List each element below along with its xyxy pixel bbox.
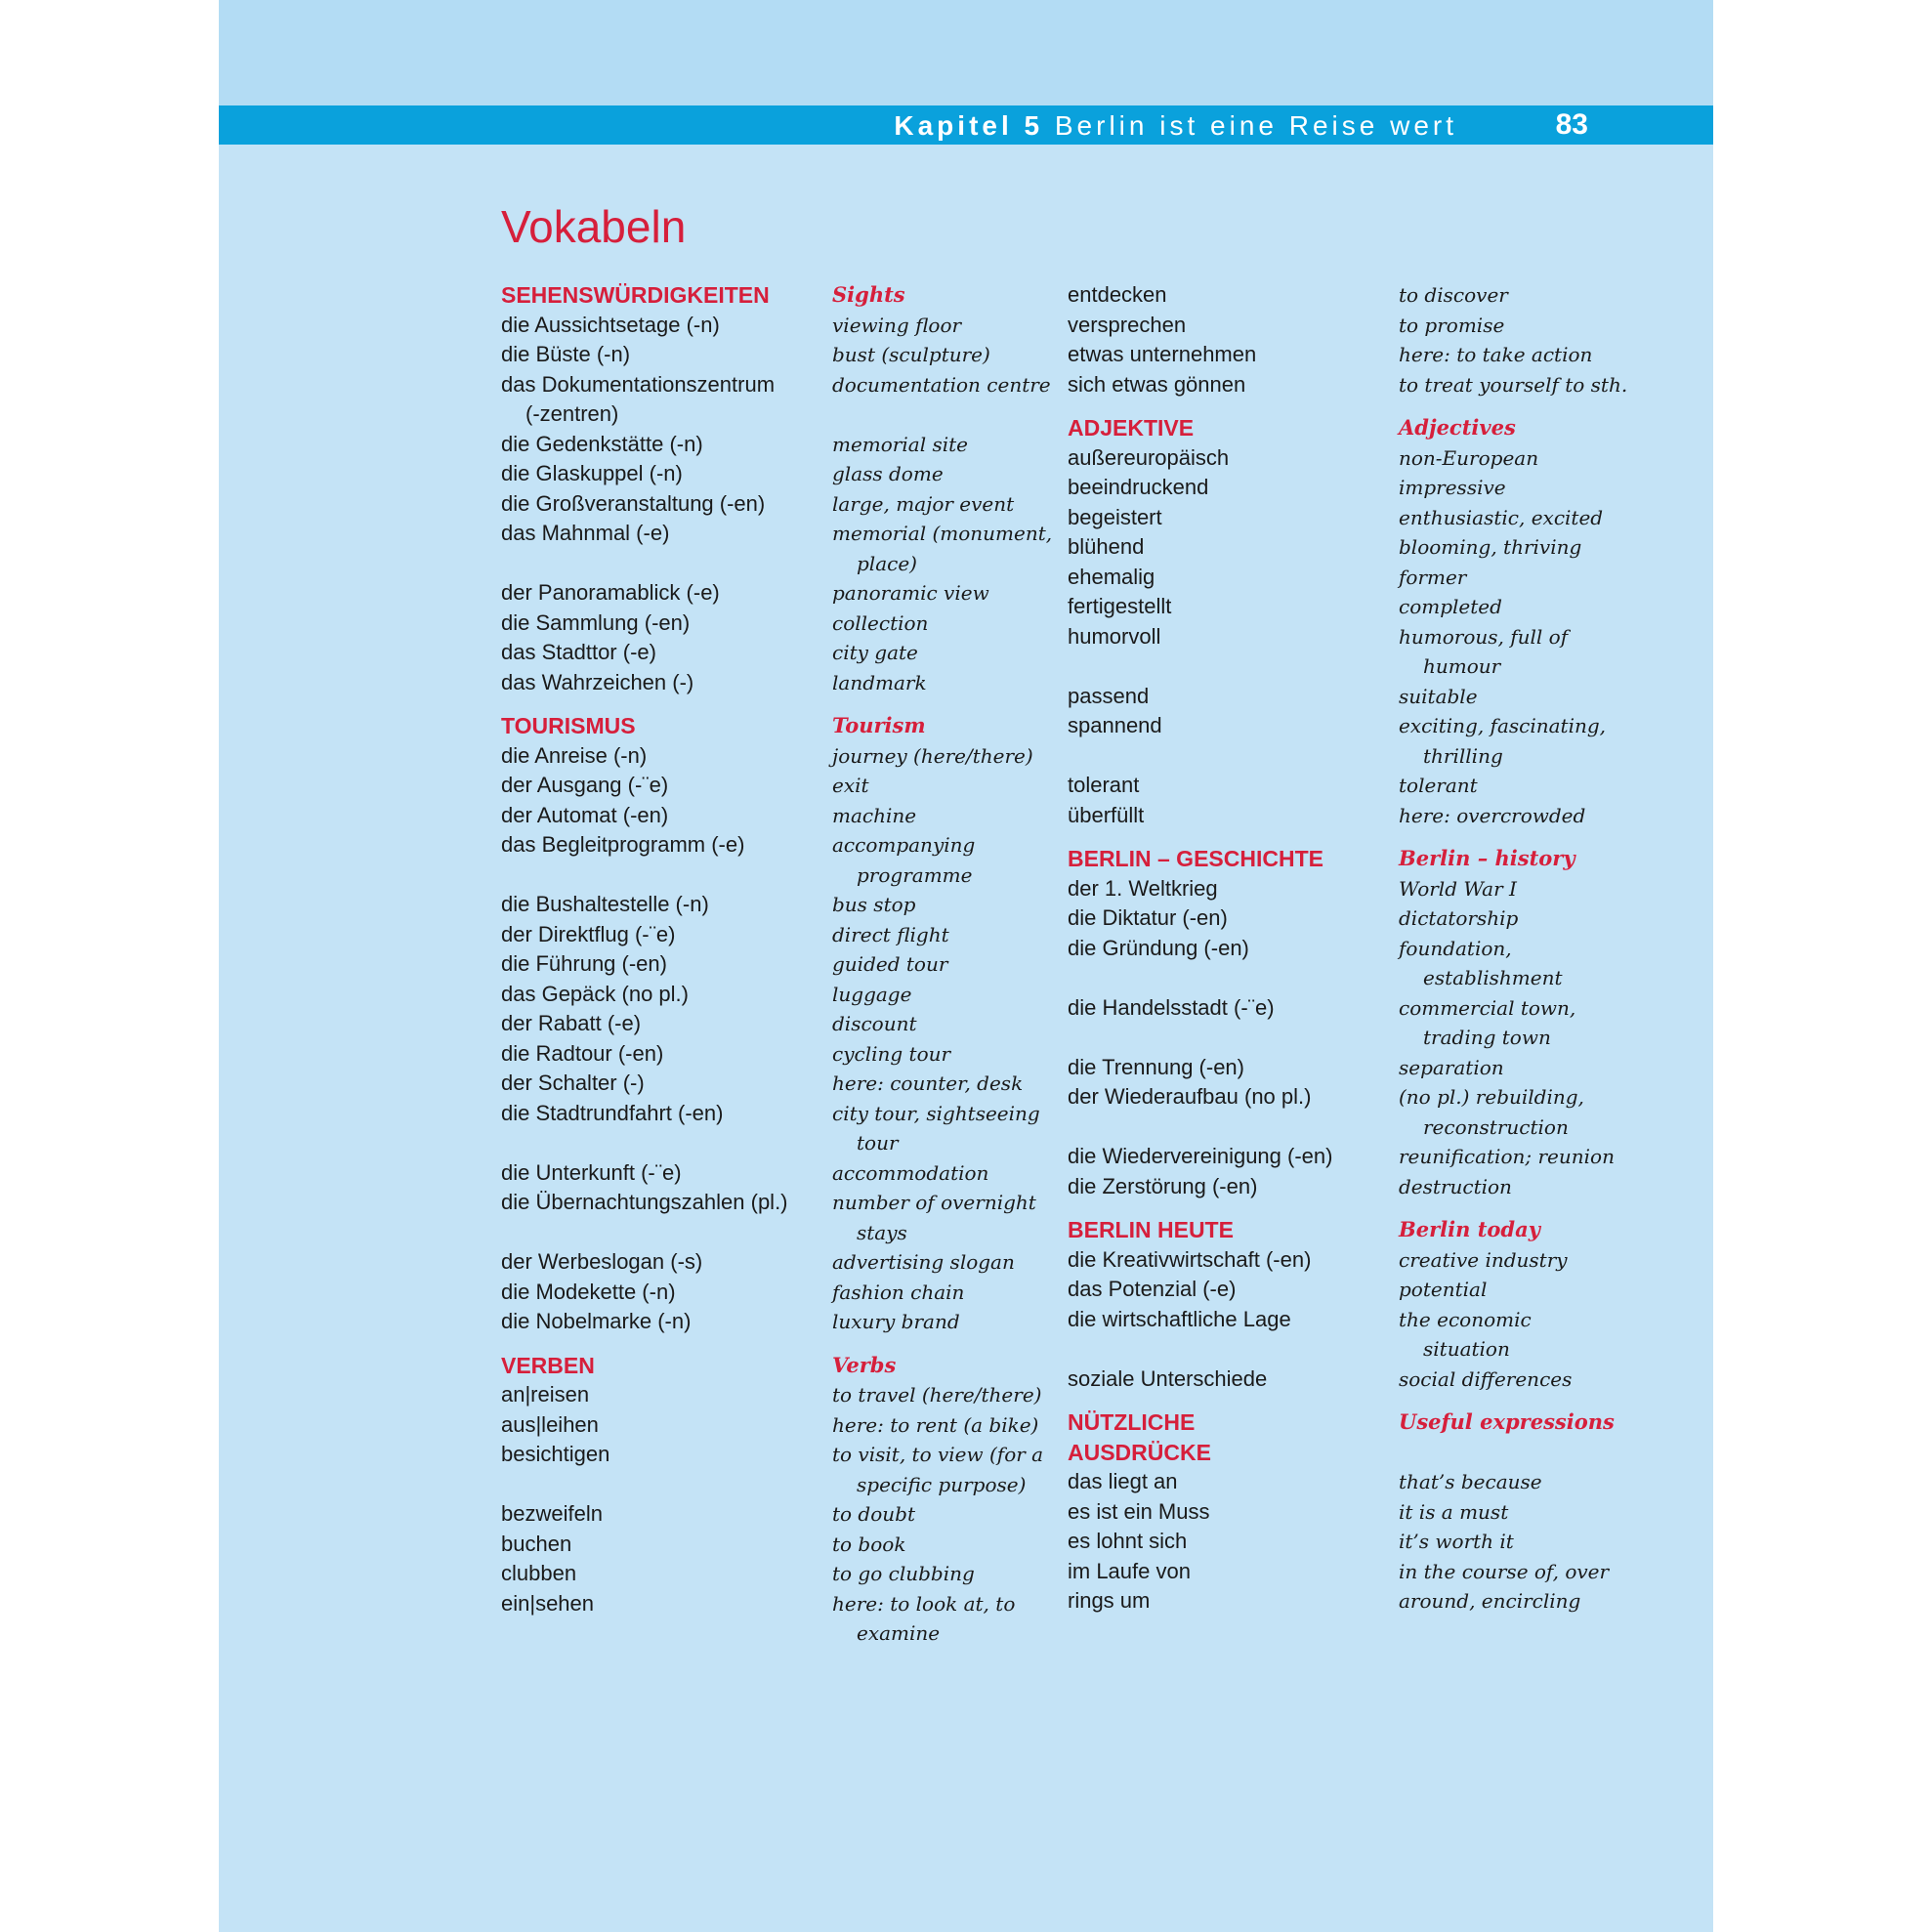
vocab-entry: der Schalter (-) bbox=[501, 1071, 645, 1095]
vocab-entry: situation bbox=[1423, 1337, 1510, 1361]
vocab-entry: der Wiederaufbau (no pl.) bbox=[1068, 1084, 1312, 1109]
chapter-label: Kapitel 5 bbox=[894, 110, 1044, 141]
vocab-entry: it is a must bbox=[1399, 1499, 1509, 1524]
vocab-entry: die Bushaltestelle (-n) bbox=[501, 892, 709, 916]
vocab-entry: ein|sehen bbox=[501, 1590, 595, 1616]
vocab-entry: specific purpose) bbox=[857, 1472, 1027, 1496]
vocab-entry: die Kreativwirtschaft (-en) bbox=[1068, 1246, 1312, 1272]
vocab-entry: humour bbox=[1423, 654, 1501, 678]
vocab-entry: die Großveranstaltung (-en) bbox=[501, 490, 766, 516]
section-title: Vokabeln bbox=[501, 201, 687, 252]
vocab-entry: World War I bbox=[1399, 876, 1517, 901]
vocab-entry bbox=[501, 549, 828, 579]
vocab-entry: exit bbox=[832, 774, 869, 797]
vocab-entry: completed bbox=[1399, 595, 1502, 618]
vocab-entry: begeistert bbox=[1068, 504, 1162, 529]
vocab-entry: die Modekette (-n) bbox=[501, 1279, 676, 1304]
vocab-entry: versprechen bbox=[1068, 312, 1187, 337]
vocab-entry bbox=[832, 399, 1049, 430]
vocab-entry: die Handelsstadt (-¨e) bbox=[1068, 994, 1275, 1020]
english-column-1 bbox=[832, 280, 1053, 1649]
vocab-entry: es lohnt sich bbox=[1068, 1529, 1188, 1553]
vocab-entry: die Stadtrundfahrt (-en) bbox=[501, 1100, 724, 1125]
vocab-entry: cycling tour bbox=[832, 1041, 951, 1066]
vocab-entry: das Stadttor (-e) bbox=[501, 640, 656, 664]
vocab-entry: die Zerstörung (-en) bbox=[1068, 1173, 1258, 1198]
vocab-entry: die Aussichtsetage (-n) bbox=[501, 312, 720, 337]
vocab-entry: it’s worth it bbox=[1399, 1530, 1514, 1553]
vocab-entry: thrilling bbox=[1423, 743, 1503, 768]
vocab-entry: entdecken bbox=[1068, 282, 1167, 307]
vocab-entry: that’s because bbox=[1399, 1470, 1542, 1493]
vocab-entry: luxury brand bbox=[832, 1310, 960, 1333]
vocab-entry bbox=[1068, 1334, 1392, 1365]
vocab-entry: former bbox=[1399, 565, 1467, 589]
section-heading: ADJEKTIVE bbox=[1068, 415, 1195, 441]
vocab-entry: passend bbox=[1068, 683, 1150, 708]
section-heading: Useful expressions bbox=[1399, 1409, 1615, 1434]
vocab-entry: accompanying bbox=[832, 833, 976, 857]
vocab-entry: der Werbeslogan (-s) bbox=[501, 1249, 703, 1274]
vocab-entry: stays bbox=[857, 1220, 907, 1244]
vocab-entry: das Dokumentationszentrum bbox=[501, 371, 776, 397]
vocab-entry: machine bbox=[832, 803, 917, 827]
vocab-entry: exciting, fascinating, bbox=[1399, 714, 1607, 737]
vocab-entry: das Wahrzeichen (-) bbox=[501, 669, 694, 694]
vocab-entry: place) bbox=[857, 551, 917, 575]
vocab-entry: here: counter, desk bbox=[832, 1071, 1024, 1095]
vocab-entry: collection bbox=[832, 610, 929, 635]
section-heading: AUSDRÜCKE bbox=[1068, 1439, 1211, 1465]
vocab-entry: sich etwas gönnen bbox=[1068, 371, 1246, 397]
vocab-entry: überfüllt bbox=[1068, 802, 1145, 827]
vocab-entry: here: to look at, to bbox=[832, 1591, 1016, 1616]
vocab-entry: humorvoll bbox=[1068, 623, 1161, 649]
vocab-entry: advertising slogan bbox=[832, 1250, 1015, 1274]
vocab-entry: to travel (here/there) bbox=[832, 1383, 1042, 1407]
vocab-entry bbox=[501, 1128, 828, 1158]
vocab-entry: es ist ein Muss bbox=[1068, 1498, 1210, 1524]
vocab-entry: to doubt bbox=[832, 1502, 915, 1526]
vocab-entry: reunification; reunion bbox=[1399, 1145, 1615, 1168]
vocab-entry: der Ausgang (-¨e) bbox=[501, 773, 669, 797]
vocab-entry: examine bbox=[857, 1621, 941, 1645]
vocab-entry: humorous, full of bbox=[1399, 624, 1569, 649]
vocab-entry bbox=[1068, 963, 1392, 993]
vocab-entry: enthusiastic, excited bbox=[1399, 505, 1604, 529]
page bbox=[219, 0, 1713, 1932]
vocab-entry: bezweifeln bbox=[501, 1501, 603, 1526]
vocab-entry: blooming, thriving bbox=[1399, 535, 1582, 559]
vocab-entry: fashion chain bbox=[832, 1280, 965, 1304]
vocab-entry: der Direktflug (-¨e) bbox=[501, 921, 676, 946]
vocab-entry: commercial town, bbox=[1399, 995, 1576, 1020]
vocab-entry: foundation, bbox=[1399, 936, 1512, 960]
vocab-entry: die Glaskuppel (-n) bbox=[501, 461, 683, 485]
vocab-entry: rings um bbox=[1068, 1588, 1151, 1613]
vocab-entry bbox=[501, 1470, 828, 1500]
vocab-entry: non-European bbox=[1399, 445, 1539, 470]
vocab-entry: here: overcrowded bbox=[1399, 803, 1586, 827]
vocab-entry: to go clubbing bbox=[832, 1562, 975, 1585]
vocab-entry: soziale Unterschiede bbox=[1068, 1365, 1268, 1391]
vocab-entry: city gate bbox=[832, 641, 918, 664]
vocab-entry: an|reisen bbox=[501, 1382, 590, 1407]
vocab-entry: (-zentren) bbox=[525, 401, 619, 426]
vocab-entry bbox=[1068, 651, 1392, 682]
page-number: 83 bbox=[1555, 108, 1588, 141]
vocab-entry: bus stop bbox=[832, 893, 916, 916]
vocab-entry bbox=[1068, 1113, 1392, 1143]
section-heading: Adjectives bbox=[1399, 415, 1516, 440]
section-heading: TOURISMUS bbox=[501, 713, 636, 738]
vocab-entry: to promise bbox=[1399, 313, 1505, 337]
vocab-entry: ehemalig bbox=[1068, 564, 1155, 589]
vocab-entry: viewing floor bbox=[832, 313, 962, 337]
section-heading: BERLIN HEUTE bbox=[1068, 1217, 1234, 1242]
section-heading: SEHENSWÜRDIGKEITEN bbox=[501, 282, 770, 308]
vocab-entry: tour bbox=[857, 1131, 899, 1155]
vocab-entry: die Trennung (-en) bbox=[1068, 1054, 1244, 1079]
vocab-entry: social differences bbox=[1399, 1366, 1573, 1391]
vocab-entry: here: to rent (a bike) bbox=[832, 1412, 1039, 1437]
section-heading: VERBEN bbox=[501, 1352, 595, 1378]
vocab-entry: die Anreise (-n) bbox=[501, 742, 648, 768]
vocab-entry: das Potenzial (-e) bbox=[1068, 1277, 1237, 1301]
vocab-entry: aus|leihen bbox=[501, 1411, 599, 1437]
vocab-entry: außereuropäisch bbox=[1068, 444, 1230, 470]
vocab-entry: die Gedenkstätte (-n) bbox=[501, 431, 703, 456]
vocab-entry bbox=[501, 1218, 828, 1248]
vocab-entry: die Sammlung (-en) bbox=[501, 609, 691, 635]
vocab-entry: buchen bbox=[501, 1531, 572, 1556]
chapter-header-bar bbox=[219, 105, 1713, 145]
vocab-entry: der 1. Weltkrieg bbox=[1068, 875, 1218, 901]
vocab-entry: accommodation bbox=[832, 1160, 989, 1185]
vocab-entry: journey (here/there) bbox=[832, 743, 1033, 768]
vocab-entry: das Begleitprogramm (-e) bbox=[501, 832, 745, 857]
page-top-band bbox=[219, 0, 1713, 105]
vocab-entry: die Unterkunft (-¨e) bbox=[501, 1159, 682, 1185]
vocab-entry: around, encircling bbox=[1399, 1589, 1581, 1613]
vocab-entry: das Mahnmal (-e) bbox=[501, 521, 670, 545]
section-heading: Tourism bbox=[832, 713, 926, 737]
vocab-entry: number of overnight bbox=[832, 1191, 1036, 1214]
vocab-entry: landmark bbox=[832, 670, 927, 694]
vocab-entry: der Rabatt (-e) bbox=[501, 1011, 642, 1035]
section-heading: NÜTZLICHE bbox=[1068, 1409, 1196, 1435]
vocab-entry: etwas unternehmen bbox=[1068, 342, 1257, 366]
vocab-entry: to book bbox=[832, 1532, 906, 1556]
vocab-entry: to visit, to view (for a bbox=[832, 1443, 1044, 1466]
section-heading: Verbs bbox=[832, 1352, 897, 1377]
vocab-entry: das liegt an bbox=[1068, 1469, 1178, 1493]
vocab-entry: here: to take action bbox=[1399, 343, 1593, 366]
vocab-entry: reconstruction bbox=[1423, 1114, 1569, 1139]
vocab-entry: der Panoramablick (-e) bbox=[501, 580, 720, 605]
vocab-entry: der Automat (-en) bbox=[501, 802, 669, 827]
vocab-entry: creative industry bbox=[1399, 1247, 1568, 1272]
german-column-1 bbox=[501, 280, 828, 1618]
vocab-entry: impressive bbox=[1399, 476, 1506, 499]
vocab-entry: guided tour bbox=[832, 952, 948, 976]
chapter-title bbox=[894, 110, 1457, 142]
vocab-entry: die Büste (-n) bbox=[501, 342, 631, 366]
vocab-entry: blühend bbox=[1068, 534, 1145, 559]
vocab-entry: die Gründung (-en) bbox=[1068, 935, 1249, 960]
vocab-entry: potential bbox=[1399, 1278, 1488, 1301]
section-heading: Sights bbox=[832, 282, 905, 307]
vocab-entry: trading town bbox=[1423, 1026, 1551, 1049]
vocab-entry: glass dome bbox=[832, 462, 944, 485]
vocab-entry bbox=[1068, 741, 1392, 772]
vocab-entry bbox=[1399, 1438, 1692, 1468]
vocab-entry: the economic bbox=[1399, 1307, 1532, 1331]
vocab-entry: suitable bbox=[1399, 684, 1478, 708]
vocab-entry: (no pl.) rebuilding, bbox=[1399, 1085, 1584, 1109]
chapter-name: Berlin ist eine Reise wert bbox=[1054, 110, 1457, 141]
vocab-entry: establishment bbox=[1423, 966, 1563, 989]
vocab-entry: destruction bbox=[1399, 1174, 1512, 1198]
vocab-entry: beeindruckend bbox=[1068, 475, 1209, 499]
vocab-entry: die wirtschaftliche Lage bbox=[1068, 1306, 1291, 1331]
vocab-entry: memorial site bbox=[832, 432, 968, 456]
vocab-entry: besichtigen bbox=[501, 1442, 610, 1466]
vocab-entry: large, major event bbox=[832, 491, 1015, 516]
vocab-entry: in the course of, over bbox=[1399, 1559, 1610, 1583]
vocab-entry: im Laufe von bbox=[1068, 1558, 1191, 1583]
vocab-entry: tolerant bbox=[1399, 774, 1478, 797]
vocab-entry: direct flight bbox=[832, 922, 949, 946]
vocab-entry: clubben bbox=[501, 1561, 577, 1585]
vocab-entry: memorial (monument, bbox=[832, 522, 1053, 545]
vocab-entry: luggage bbox=[832, 982, 912, 1006]
vocab-entry: bust (sculpture) bbox=[832, 343, 990, 366]
section-heading: BERLIN – GESCHICHTE bbox=[1068, 846, 1323, 871]
vocab-entry: city tour, sightseeing bbox=[832, 1101, 1040, 1125]
vocab-entry: spannend bbox=[1068, 713, 1162, 737]
vocab-entry: die Führung (-en) bbox=[501, 951, 667, 976]
vocab-entry bbox=[501, 861, 828, 891]
vocab-entry: discount bbox=[832, 1012, 917, 1035]
vocab-entry: fertigestellt bbox=[1068, 594, 1172, 618]
vocab-entry: to discover bbox=[1399, 283, 1508, 307]
vocab-entry: die Diktatur (-en) bbox=[1068, 905, 1228, 930]
vocab-entry: tolerant bbox=[1068, 773, 1140, 797]
german-column-2 bbox=[1068, 280, 1392, 1617]
vocab-entry: die Übernachtungszahlen (pl.) bbox=[501, 1190, 788, 1214]
vocab-entry: das Gepäck (no pl.) bbox=[501, 981, 689, 1006]
english-column-2 bbox=[1399, 280, 1692, 1617]
vocab-entry: separation bbox=[1399, 1055, 1504, 1079]
section-heading: Berlin – history bbox=[1399, 846, 1575, 870]
vocab-entry: dictatorship bbox=[1399, 906, 1519, 930]
vocab-entry: panoramic view bbox=[832, 581, 989, 605]
vocab-entry: programme bbox=[857, 862, 973, 887]
vocab-entry: to treat yourself to sth. bbox=[1399, 372, 1628, 397]
vocab-entry: die Radtour (-en) bbox=[501, 1040, 664, 1066]
vocab-entry: die Wiedervereinigung (-en) bbox=[1068, 1144, 1333, 1168]
vocab-entry: die Nobelmarke (-n) bbox=[501, 1309, 692, 1333]
vocab-entry: documentation centre bbox=[832, 372, 1051, 397]
section-heading: Berlin today bbox=[1399, 1217, 1540, 1241]
vocab-entry bbox=[1068, 1023, 1392, 1053]
